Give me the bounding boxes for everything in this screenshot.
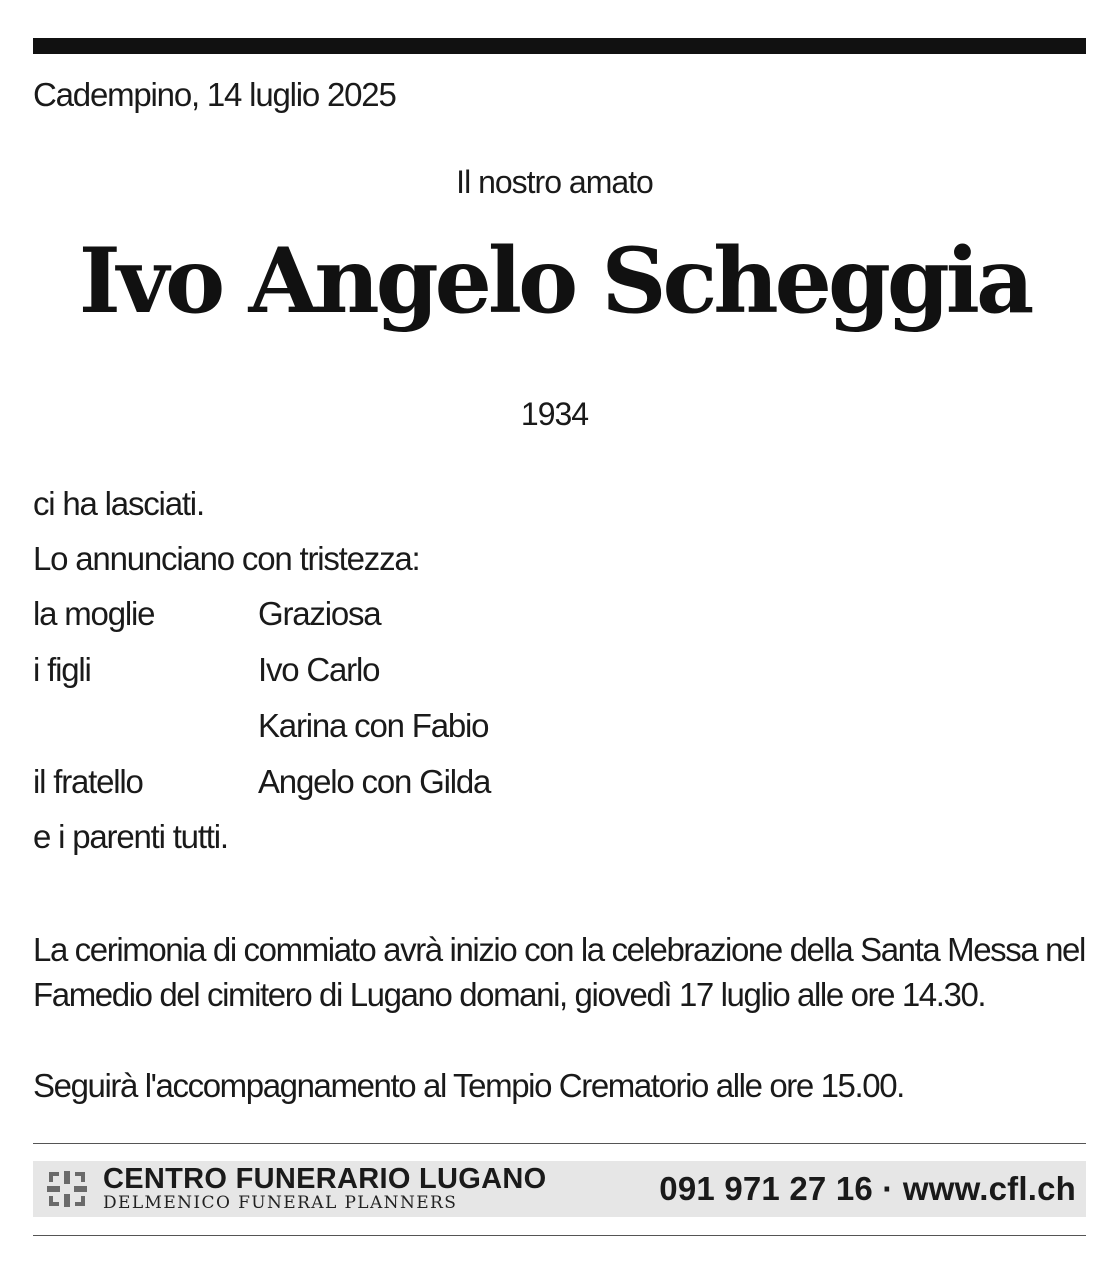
relation-wife: la moglie — [33, 595, 155, 632]
contact-info: 091 971 27 16 · www.cfl.ch — [659, 1170, 1076, 1207]
relatives-text: e i parenti tutti. — [33, 818, 228, 855]
announced-by-text: Lo annunciano con tristezza: — [33, 540, 420, 577]
deceased-name: Ivo Angelo Scheggia — [78, 228, 1031, 334]
top-rule — [33, 38, 1086, 54]
footer-top-rule — [33, 1143, 1086, 1144]
footer-bottom-rule — [33, 1235, 1086, 1236]
ceremony-text: La cerimonia di commiato avrà inizio con la celebrazione della Santa Messa nel Famedio del cimitero di Lugano domani, giovedì 17 luglio alle ore 14.30. — [33, 931, 1085, 1013]
following-text: Seguirà l'accompagnamento al Tempio Crematorio alle ore 15.00. — [33, 1067, 904, 1104]
birth-year: 1934 — [520, 396, 589, 432]
company-name: CENTRO FUNERARIO LUGANO — [103, 1163, 547, 1195]
family-name: Graziosa — [258, 595, 381, 632]
family-name: Karina con Fabio — [258, 707, 489, 744]
family-name: Angelo con Gilda — [258, 763, 491, 800]
relation-children: i figli — [33, 651, 91, 688]
place-date: Cadempino, 14 luglio 2025 — [33, 76, 396, 113]
left-us-text: ci ha lasciati. — [33, 485, 204, 522]
funeral-logo-icon — [45, 1169, 89, 1209]
footer-band — [33, 1161, 1086, 1217]
company-subtitle: DELMENICO FUNERAL PLANNERS — [103, 1193, 458, 1213]
intro-text: Il nostro amato — [456, 164, 653, 200]
relation-brother: il fratello — [33, 763, 143, 800]
family-name: Ivo Carlo — [258, 651, 380, 688]
